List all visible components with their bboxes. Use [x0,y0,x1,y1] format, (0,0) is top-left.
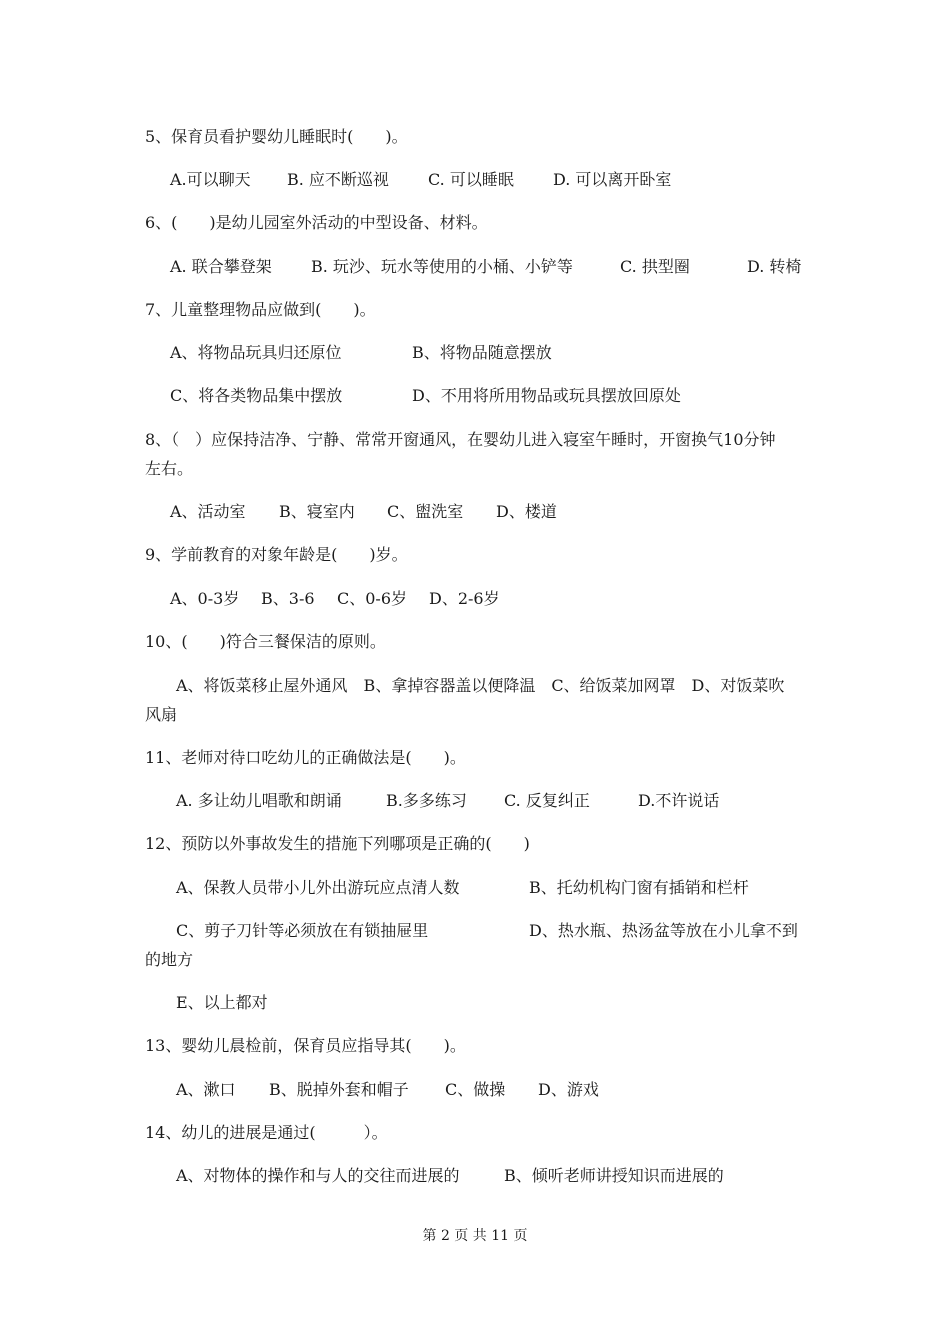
q14-option-a: A、对物体的操作和与人的交往而进展的 [176,1166,460,1185]
q8-option-d: D、楼道 [496,502,557,521]
q12-option-b: B、托幼机构门窗有插销和栏杆 [529,878,749,897]
q13-option-c: C、做操 [445,1080,506,1099]
q5-option-b: B. 应不断巡视 [287,170,389,189]
q12-option-d-cont: 的地方 [145,950,194,969]
q7-option-b: B、将物品随意摆放 [412,343,552,362]
q13-option-d: D、游戏 [538,1080,599,1099]
q13-option-a: A、漱口 [176,1080,236,1099]
question-8-stem: 8、（ ）应保持洁净、宁静、常常开窗通风，在婴幼儿进入寝室午睡时，开窗换气10分钟 [145,430,776,449]
q9-option-a: A、0-3岁 [170,589,240,608]
q13-option-b: B、脱掉外套和帽子 [269,1080,409,1099]
question-10-options: A、将饭菜移止屋外通风 B、拿掉容器盖以便降温 C、给饭菜加网罩 D、对饭菜吹 [176,676,785,695]
question-5-stem: 5、保育员看护婴幼儿睡眠时( )。 [145,127,408,146]
q7-option-c: C、将各类物品集中摆放 [170,386,343,405]
q11-option-b: B.多多练习 [386,791,467,810]
question-14-stem: 14、幼儿的进展是通过( ）。 [145,1123,388,1142]
q6-option-c: C. 拱型圈 [620,257,690,276]
question-13-stem: 13、婴幼儿晨检前，保育员应指导其( )。 [145,1036,466,1055]
question-11-stem: 11、老师对待口吃幼儿的正确做法是( )。 [145,748,466,767]
q12-option-e: E、以上都对 [176,993,268,1012]
q14-option-b: B、倾听老师讲授知识而进展的 [504,1166,724,1185]
q8-option-a: A、活动室 [170,502,246,521]
q6-option-d: D. 转椅 [747,257,802,276]
q9-option-b: B、3-6 [261,589,315,608]
q9-option-c: C、0-6岁 [337,589,408,608]
q6-option-a: A. 联合攀登架 [170,257,272,276]
q12-option-a: A、保教人员带小儿外出游玩应点清人数 [176,878,460,897]
q11-option-a: A. 多让幼儿唱歌和朗诵 [176,791,342,810]
question-8-stem-cont: 左右。 [145,459,194,478]
q8-option-c: C、盥洗室 [387,502,464,521]
q12-option-d: D、热水瓶、热汤盆等放在小儿拿不到 [529,921,798,940]
q5-option-d: D. 可以离开卧室 [553,170,672,189]
question-6-stem: 6、( )是幼儿园室外活动的中型设备、材料。 [145,213,488,232]
q9-option-d: D、2-6岁 [429,589,500,608]
q5-option-c: C. 可以睡眠 [428,170,514,189]
q11-option-c: C. 反复纠正 [504,791,590,810]
q11-option-d: D.不许说话 [638,791,720,810]
q6-option-b: B. 玩沙、玩水等使用的小桶、小铲等 [311,257,573,276]
question-10-options-cont: 风扇 [145,705,178,724]
question-7-stem: 7、儿童整理物品应做到( )。 [145,300,376,319]
q5-option-a: A.可以聊天 [170,170,251,189]
question-9-stem: 9、学前教育的对象年龄是( )岁。 [145,545,408,564]
q12-option-c: C、剪子刀针等必须放在有锁抽屉里 [176,921,429,940]
question-10-stem: 10、( )符合三餐保洁的原则。 [145,632,386,651]
page-number: 第 2 页 共 11 页 [422,1228,528,1244]
question-12-stem: 12、预防以外事故发生的措施下列哪项是正确的( ) [145,834,530,853]
q7-option-a: A、将物品玩具归还原位 [170,343,342,362]
q8-option-b: B、寝室内 [279,502,355,521]
q7-option-d: D、不用将所用物品或玩具摆放回原处 [412,386,681,405]
